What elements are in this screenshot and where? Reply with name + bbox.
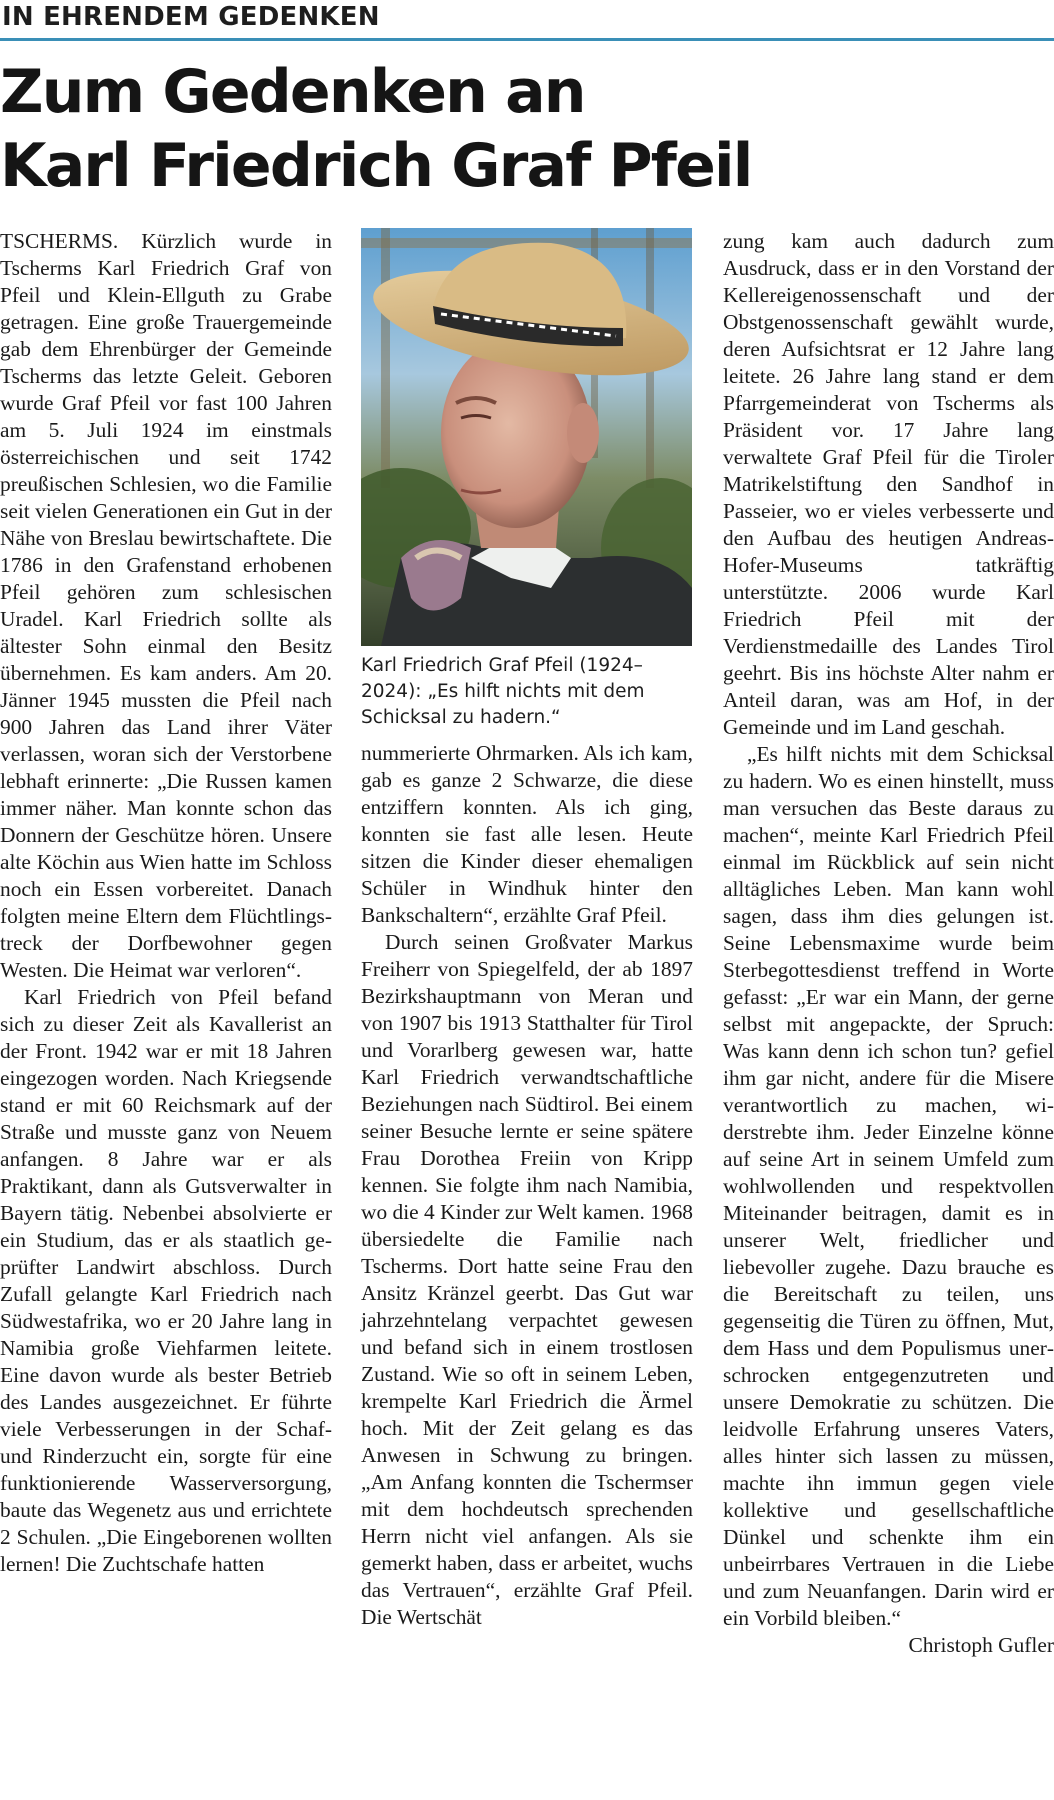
paragraph: zung kam auch dadurch zum Ausdruck, dass er in den Vorstand der Kellereigenossenschaft und der Obstgenossenschaft gewählt wurde, deren Aufsichtsrat er 12 Jahre lang leitete. 26 Jahre lang stand er dem Pfarrgemeinderat von Tscherms als Präsident vor. 17 Jahre lang verwaltete Graf Pfeil für die Tiroler Matrikelstiftung den Sandhof in Passeier, wo er vieles verbesserte und den Aufbau des heutigen Andreas-Hofer-Museums tatkräftig unterstützte. 2006 wurde Karl Friedrich Pfeil mit der Verdienstmedaille des Landes Tirol geehrt. Bis ins höchste Alter nahm er Anteil daran, was am Hof, in der Gemeinde und im Land geschah. [723, 229, 1054, 739]
paragraph [723, 741, 1054, 1657]
paragraph-text: „Es hilft nichts mit dem Schicksal zu hadern. Wo es einen hinstellt, muss man versuchen das Beste daraus zu machen“, meinte Karl Friedrich Pfeil einmal im Rückblick auf sein nicht alltägliches Leben. Man kann wohl sagen, dass ihm dies gelungen ist. Seine Lebensmaxime wurde beim Sterbegottesdienst treffend in Worte gefasst: „Er war ein Mann, der gerne selbst mit angepackte, der Spruch: Was kann denn ich schon tun? gefiel ihm gar nicht, andere für die Misere verantwortlich zu machen, widerstrebte ihm. Jeder Einzelne könne auf seine Art in seinem Umfeld zum wohlwollenden und respektvollen Miteinander beitragen, damit es in unserer Welt, friedlicher und liebevoller zugehe. Dazu brauche es die Bereitschaft zu teilen, uns gegenseitig die Türen zu öffnen, Mut, dem Hass und dem Populismus unerschrocken entgegenzutreten und unsere Demokratie zu schützen. Die leidvolle Erfahrung unseres Vaters, alles hinter sich lassen zu müssen, machte ihn immun gegen viele kollektive und gesellschaftliche Dünkel und schenkte ihm ein unbeirrbares Vertrauen in die Liebe und zum Neuanfangen. Darin wird er ein Vorbild bleiben.“ [723, 742, 1054, 1630]
article-column-2 [361, 740, 693, 1631]
photo-caption: Karl Friedrich Graf Pfeil (1924–2024): „Es hilft nichts mit dem Schicksal zu hadern.“ [361, 655, 645, 728]
paragraph: Durch seinen Großvater Markus Freiherr von Spiegelfeld, der ab 1897 Bezirkshauptmann von Meran und von 1907 bis 1913 Statthalter für Tirol und Vorarlberg gewesen war, hatte Karl Friedrich verwandtschaftliche Beziehungen nach Südtirol. Bei einem seiner Besuche lernte er seine spätere Frau Dorothea Freiin von Kripp kennen. Sie folgte ihm nach Namibia, wo die 4 Kinder zur Welt kamen. 1968 übersiedelte die Familie nach Tscherms. Dort hatte seine Frau den Ansitz Kränzel geerbt. Das Gut war jahrzehntelang verpachtet gewesen und befand sich in einem trostlosen Zustand. Wie so oft in seinem Leben, krempelte Karl Friedrich die Ärmel hoch. Mit der Zeit gelang es das Anwesen in Schwung zu bringen. „Am Anfang konnten die Tschermser mit dem hochdeutsch sprechenden Herrn nicht viel anfangen. Als sie gemerkt haben, dass er arbeitet, wuchs das Vertrauen“, erzählte Graf Pfeil. Die Wertschät [361, 930, 693, 1629]
article-headline [0, 55, 1054, 203]
paragraph: nummerierte Ohrmarken. Als ich kam, gab es ganze 2 Schwarze, die diese entziffern konnten. Als ich ging, konnten sie fast alle lesen. Heute sitzen die Kinder dieser ehemaligen Schüler in Windhuk hinter den Bankschaltern“, erzählte Graf Pfeil. [361, 741, 693, 927]
paragraph: TSCHERMS. Kürzlich wurde in Tscherms Karl Friedrich Graf von Pfeil und Klein-Ellguth zu Grabe getragen. Eine große Trauergemeinde gab dem Ehrenbürger der Gemeinde Tscherms das letzte Geleit. Geboren wurde Graf Pfeil vor fast 100 Jahren am 5. Juli 1924 im einstmals österreichischen und seit 1742 preußischen Schlesien, wo die Familie seit vielen Generationen ein Gut in der Nähe von Breslau bewirtschaftete. Die 1786 in den Grafenstand erhobenen Pfeil gehören zum schlesischen Uradel. Karl Friedrich sollte als ältester Sohn einmal den Besitz übernehmen. Es kam anders. Am 20. Jänner 1945 mussten die Pfeil nach 900 Jahren das Land ihrer Väter verlassen, woran sich der Verstorbene lebhaft erinnerte: „Die Russen kamen immer näher. Man konnte schon das Donnern der Geschütze hören. Unsere alte Köchin aus Wien hatte im Schloss noch ein Essen vorbereitet. Danach folgten meine Eltern dem Flüchtlingstreck der Dorfbewohner gegen Westen. Die Heimat war verloren“. [0, 229, 332, 982]
section-kicker [0, 0, 1054, 41]
headline-line-1: Zum Gedenken an [0, 57, 585, 127]
article-column-3 [723, 228, 1054, 1659]
author-byline: Christoph Gufler [908, 1633, 1054, 1657]
headline-line-2: Karl Friedrich Graf Pfeil [0, 131, 752, 201]
article-column-1 [0, 228, 332, 1578]
paragraph: Karl Friedrich von Pfeil befand sich zu dieser Zeit als Kavallerist an der Front. 1942 war er mit 18 Jahren eingezogen worden. Nach Kriegsende stand er mit 60 Reichsmark auf der Straße und musste ganz von Neuem anfangen. 8 Jahre war er als Praktikant, dann als Gutsverwalter in Bayern tätig. Nebenbei absolvierte er ein Studium, das er als staatlich geprüfter Landwirt abschloss. Durch Zufall gelangte Karl Friedrich nach Südwestafrika, wo er 20 Jahre lang in Namibia große Viehfarmen leitete. Eine davon wurde als bester Betrieb des Landes ausgezeichnet. Er führte viele Verbesserungen in der Schaf- und Rinderzucht ein, sorgte für eine funktionierende Wasserversorgung, baute das Wegenetz aus und errichtete 2 Schulen. „Die Eingeborenen wollten lernen! Die Zuchtschafe hatten [0, 985, 332, 1576]
portrait-illustration [361, 228, 692, 646]
kicker-text: IN EHRENDEM GEDENKEN [2, 2, 380, 32]
portrait-photo [361, 228, 692, 646]
